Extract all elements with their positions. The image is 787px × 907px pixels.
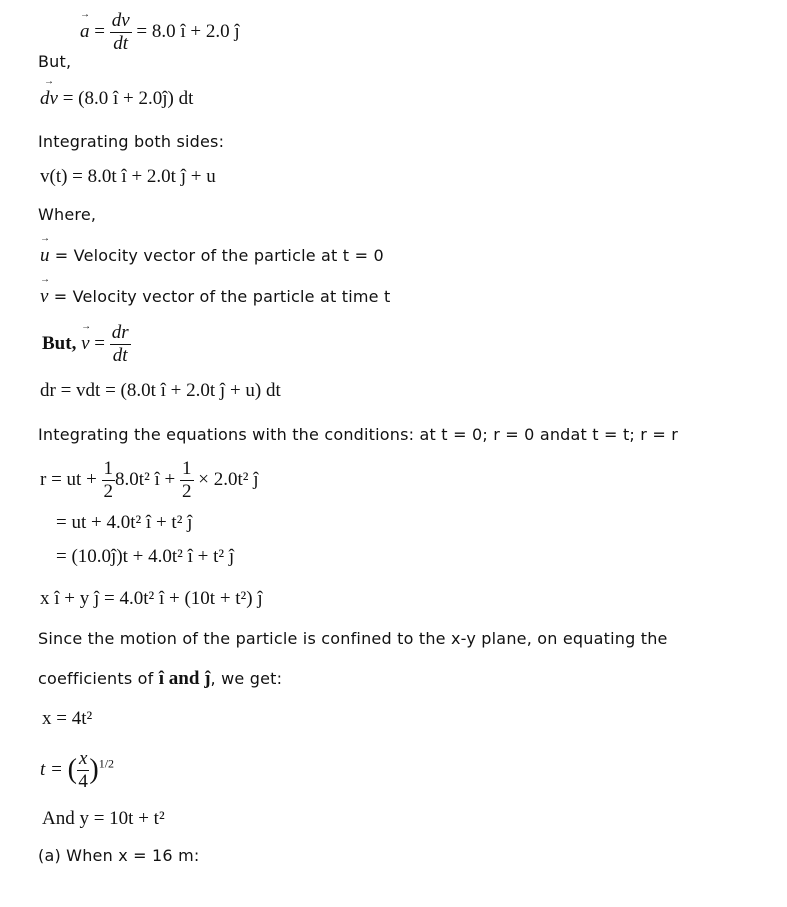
rhs: × 2.0t² ĵ <box>193 468 259 490</box>
exponent: 1/2 <box>98 756 115 771</box>
fraction-half-1 <box>102 458 116 503</box>
numerator: 1 <box>182 458 192 479</box>
equation-step-3: = (10.0ĵ)t + 4.0t² î + t² ĵ <box>56 546 235 567</box>
numerator: 1 <box>103 458 114 479</box>
denominator: dt <box>112 345 128 366</box>
definition-text: = Velocity vector of the particle at time t <box>48 287 391 306</box>
denominator: 2 <box>103 481 114 502</box>
equation-y: And y = 10t + t² <box>42 808 165 829</box>
accel-symbol: → a <box>80 21 90 43</box>
v-symbol: → v <box>40 286 48 308</box>
definition-u <box>40 245 384 267</box>
equation-velocity: v(t) = 8.0t î + 2.0t ĵ + u <box>40 166 216 187</box>
rhs: = (8.0 î + 2.0ĵ) dt <box>57 88 194 109</box>
text-coefficients <box>38 668 282 690</box>
equation-r <box>40 458 259 503</box>
definition-v <box>40 286 390 308</box>
numerator: dr <box>111 322 129 343</box>
numerator: dv <box>111 10 130 31</box>
i-and-j: î and ĵ <box>158 668 211 689</box>
equation-t: t = ( $\frac{x}{4}$ )$^{1/2}$ <box>40 748 115 792</box>
fraction-dr-dt <box>110 322 131 367</box>
denominator: 2 <box>182 481 192 502</box>
equation-acceleration <box>80 10 240 55</box>
v-symbol: → v <box>81 333 89 355</box>
dv-symbol: → dv <box>40 88 58 110</box>
equation-components: x î + y ĵ = 4.0t² î + (10t + t²) ĵ <box>40 588 263 609</box>
equals: = <box>89 20 110 42</box>
coefficients-prefix: coefficients of <box>38 669 159 688</box>
denominator: 4 <box>78 771 88 792</box>
lhs: r = ut + <box>40 468 102 490</box>
coefficients-suffix: , we get: <box>210 669 283 688</box>
text-but: But, <box>38 52 72 71</box>
equation-v-dr-dt <box>42 322 131 367</box>
equation-x: x = 4t² <box>42 708 93 729</box>
but-label: But, <box>42 332 82 354</box>
equation-dv <box>40 88 193 110</box>
fraction-dv-dt <box>110 10 132 55</box>
text-where: Where, <box>38 205 97 224</box>
text-since-motion: Since the motion of the particle is confined to the x-y plane, on equating the <box>38 629 668 648</box>
text-part-a: (a) When x = 16 m: <box>38 846 200 865</box>
numerator: x <box>78 748 88 769</box>
fraction-half-2 <box>180 458 194 503</box>
rhs: = 8.0 î + 2.0 ĵ <box>131 20 240 42</box>
equals: = <box>89 332 110 354</box>
denominator: dt <box>113 33 129 54</box>
text-integrating-conditions: Integrating the equations with the conditions: at t = 0; r = 0 andat t = t; r = r <box>38 425 679 444</box>
text-integrating: Integrating both sides: <box>38 132 225 151</box>
definition-text: = Velocity vector of the particle at t = 0 <box>49 246 384 265</box>
u-symbol: → u <box>40 245 50 267</box>
mid: 8.0t² î + <box>115 468 181 490</box>
lhs: t = <box>40 758 68 780</box>
fraction-x-4 <box>77 748 89 793</box>
equation-dr: dr = vdt = (8.0t î + 2.0t ĵ + u) dt <box>40 380 281 401</box>
equation-step-2: = ut + 4.0t² î + t² ĵ <box>56 512 193 533</box>
